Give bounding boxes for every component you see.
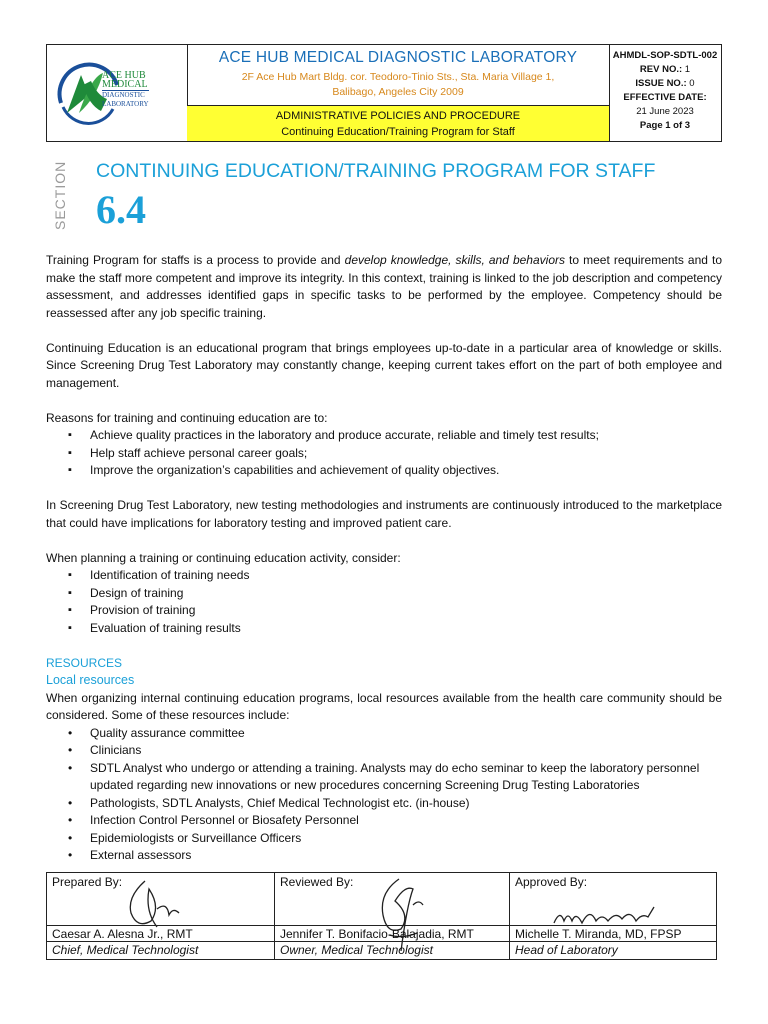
logo-line-3a: DIAGNOSTIC [102,91,145,99]
p1-text-a: Training Program for staffs is a process to provide and [46,253,345,267]
approved-by-cell [510,873,716,959]
paragraph-local-resources: When organizing internal continuing education programs, local resources available from the health care community should be considered. Some of these resources include: [46,690,722,722]
document-code: AHMDL-SOP-SDTL-002 [612,50,718,61]
list-item: ▪ Help staff achieve personal career goals; [90,445,722,463]
logo-line-3b: LABORATORY [102,100,149,108]
paragraph-continuing-education: Continuing Education is an educational program that brings employees up-to-date in a particular area of knowledge or skills. Since Screening Drug Test Laboratory may constantly change, keeping current takes effort on the part of both employee and management. [46,340,722,390]
prepared-by-cell [47,873,275,959]
list-item: • External assessors [90,847,722,865]
policy-title: ADMINISTRATIVE POLICIES AND PROCEDURE [275,110,521,122]
paragraph-screening-lab: In Screening Drug Test Laboratory, new testing methodologies and instruments are continuously introduced to the marketplace that could have implications for laboratory testing and improved patient care. [46,498,722,530]
list-item: • Clinicians [90,742,722,760]
section-title: CONTINUING EDUCATION/TRAINING PROGRAM FOR STAFF [96,160,656,182]
signature-table [46,872,717,960]
page-number: Page 1 of 3 [639,120,691,131]
list-item: ▪ Identification of training needs [90,567,722,585]
organization-address [187,70,609,100]
list-item: ▪ Provision of training [90,602,722,620]
prepared-by-label: Prepared By: [52,875,123,889]
reasons-intro: Reasons for training and continuing education are to: [46,410,328,425]
p1-text-b: to meet requirements and to make the staff more competent and improve its integrity. In this context, training is linked to the job description and competency assessment, and addresses identified gaps in specific tasks to be performed by the employee. Competency should be reassessed after any job specific training. [46,253,723,320]
logo-line-2: MEDICAL [102,79,148,90]
revision-number [609,63,721,77]
policy-banner [187,105,609,141]
approved-by-label: Approved By: [515,875,588,889]
reasons-list [46,427,722,480]
address-line-1: 2F Ace Hub Mart Bldg. cor. Teodoro-Tinio Sts., Sta. Maria Village 1, [241,71,555,83]
list-item: • SDTL Analyst who undergo or attending a training. Analysts may do echo seminar to keep the laboratory personnel updated regarding new innovations or new procedures concerning Screening Drug Testing Laboratories [90,760,722,795]
policy-subtitle: Continuing Education/Training Program for Staff [281,126,515,138]
header-center [187,45,610,141]
document-header [46,44,722,142]
revision-label: REV NO.: [639,64,683,75]
approved-by-role: Head of Laboratory [515,943,618,957]
reviewed-by-label: Reviewed By: [280,875,354,889]
local-resources-heading: Local resources [46,673,135,687]
prepared-by-name: Caesar A. Alesna Jr., RMT [47,925,274,942]
reviewed-by-cell [275,873,510,959]
section-number: 6.4 [96,187,146,232]
issue-value: 0 [689,78,695,89]
prepared-by-role: Chief, Medical Technologist [52,943,199,957]
resources-heading: RESOURCES [46,655,123,670]
list-item: • Pathologists, SDTL Analysts, Chief Medical Technologist etc. (in-house) [90,795,722,813]
list-item: • Infection Control Personnel or Biosafety Personnel [90,812,722,830]
issue-label: ISSUE NO.: [635,78,687,89]
reviewed-by-role: Owner, Medical Technologist [280,943,433,957]
logo-line-1: ACE HUB [102,70,146,81]
approved-by-name: Michelle T. Miranda, MD, FPSP [510,925,716,942]
document-body [46,252,722,865]
section-vertical-label: SECTION [52,160,68,230]
reviewed-by-name: Jennifer T. Bonifacio-Balajadia, RMT [275,925,509,942]
logo-line-3 [102,90,149,109]
list-item: ▪ Design of training [90,585,722,603]
document-control-info [609,45,721,141]
list-item: • Epidemiologists or Surveillance Officers [90,830,722,848]
list-item: ▪ Improve the organization’s capabilities and achievement of quality objectives. [90,462,722,480]
company-logo [47,45,188,141]
p1-emphasis: develop knowledge, skills, and behaviors [344,253,565,267]
issue-number [609,77,721,91]
planning-list [46,567,722,637]
address-line-2: Balibago, Angeles City 2009 [332,86,464,98]
effective-date-value: 21 June 2023 [636,106,694,117]
organization-name: ACE HUB MEDICAL DIAGNOSTIC LABORATORY [218,49,578,66]
list-item: ▪ Evaluation of training results [90,620,722,638]
local-resources-list [46,725,722,865]
list-item: ▪ Achieve quality practices in the laboratory and produce accurate, reliable and timely test results; [90,427,722,445]
planning-intro: When planning a training or continuing education activity, consider: [46,550,401,565]
revision-value: 1 [684,64,691,75]
paragraph-training-program [46,252,722,322]
effective-date-label: EFFECTIVE DATE: [623,92,707,103]
list-item: • Quality assurance committee [90,725,722,743]
